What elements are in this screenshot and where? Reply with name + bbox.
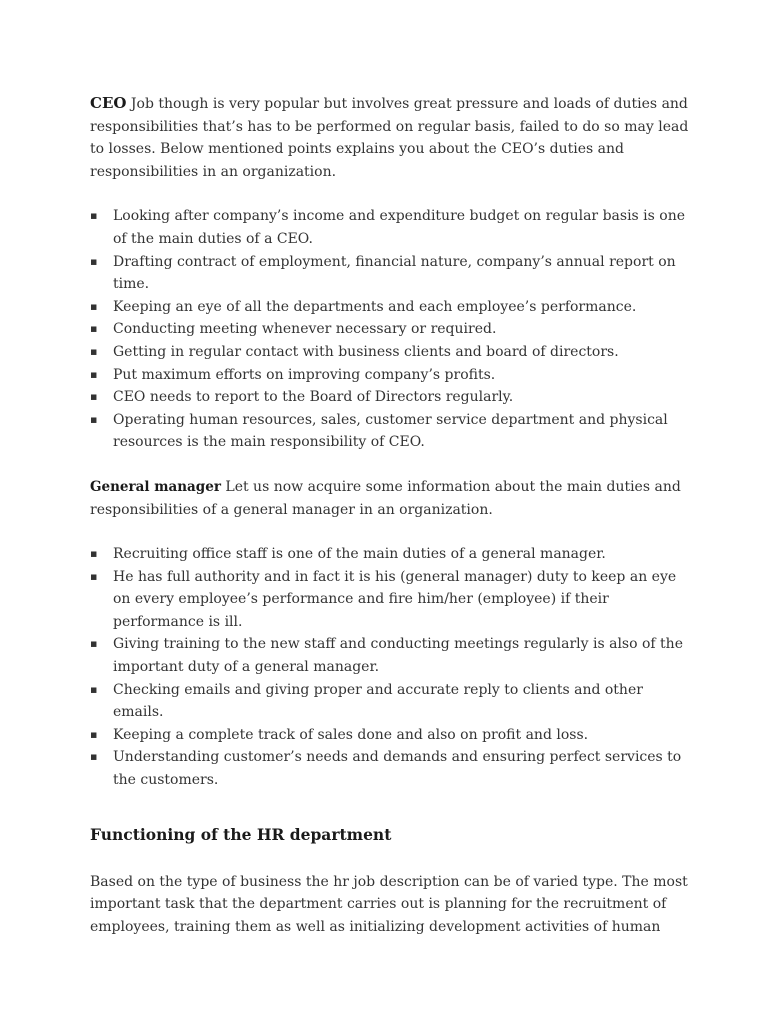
gm-duties-list [90,543,690,792]
list-item [90,318,690,341]
list-item-text: Giving training to the new staff and conducting meetings regularly is also of the important duty of a general manager. [113,636,683,676]
hr-body-paragraph: Based on the type of business the hr job description can be of varied type. The most important task that the department carries out is planning for the recruitment of employees, training them as well as initializing development activities of human [90,873,688,935]
list-item [90,251,690,296]
list-item [90,746,690,791]
ceo-intro-paragraph [90,92,690,183]
list-item [90,386,690,409]
list-item-text: Conducting meeting whenever necessary or required. [113,321,497,338]
bullet-icon: ▪ [90,322,98,336]
list-item-text: Recruiting office staff is one of the main duties of a general manager. [113,546,606,563]
list-item-text: CEO needs to report to the Board of Directors regularly. [113,389,514,406]
bullet-icon: ▪ [90,367,98,381]
gm-intro-paragraph [90,476,690,521]
bullet-icon: ▪ [90,569,98,583]
list-item-text: Drafting contract of employment, financial nature, company’s annual report on time. [113,253,676,293]
bullet-icon: ▪ [90,254,98,268]
list-item-text: Put maximum efforts on improving company’s profits. [113,366,496,383]
bullet-icon: ▪ [90,299,98,313]
list-item [90,296,690,319]
list-item-text: He has full authority and in fact it is his (general manager) duty to keep an eye on every employee’s performance and fire him/her (employee) if their performance is ill. [113,568,677,630]
spacer [90,814,690,824]
gm-lead: General manager [90,478,221,495]
list-item [90,633,690,678]
spacer [90,454,690,476]
bullet-icon: ▪ [90,637,98,651]
spacer [90,792,690,814]
bullet-icon: ▪ [90,209,98,223]
document-page [90,92,690,938]
list-item-text: Keeping an eye of all the departments and each employee’s performance. [113,298,637,315]
list-item-text: Understanding customer’s needs and demands and ensuring perfect services to the customers. [113,749,682,789]
list-item [90,205,690,250]
bullet-icon: ▪ [90,727,98,741]
ceo-intro-text: Job though is very popular but involves great pressure and loads of duties and responsibilities that’s has to be performed on regular basis, failed to do so may lead to losses. Below mentioned points explains you about the CEO’s duties and responsibilities in an organization. [90,96,689,180]
list-item-text: Checking emails and giving proper and accurate reply to clients and other emails. [113,681,643,721]
bullet-icon: ▪ [90,682,98,696]
list-item-text: Operating human resources, sales, customer service department and physical resources is the main responsibility of CEO. [113,411,668,451]
bullet-icon: ▪ [90,547,98,561]
spacer [90,846,690,871]
list-item-text: Looking after company’s income and expenditure budget on regular basis is one of the main duties of a CEO. [113,208,686,247]
ceo-duties-list [90,205,690,454]
list-item [90,724,690,747]
list-item [90,566,690,634]
bullet-icon: ▪ [90,750,98,764]
bullet-icon: ▪ [90,412,98,426]
list-item [90,364,690,387]
list-item-text: Keeping a complete track of sales done and also on profit and loss. [113,726,589,743]
list-item-text: Getting in regular contact with business clients and board of directors. [113,343,619,360]
bullet-icon: ▪ [90,390,98,404]
bullet-icon: ▪ [90,344,98,358]
hr-section-heading: Functioning of the HR department [90,824,392,844]
gm-intro-text: Let us now acquire some information about the main duties and responsibilities of a general manager in an organization. [90,478,681,518]
list-item [90,543,690,566]
ceo-lead: CEO [90,94,127,112]
list-item [90,679,690,724]
list-item [90,341,690,364]
list-item [90,409,690,454]
